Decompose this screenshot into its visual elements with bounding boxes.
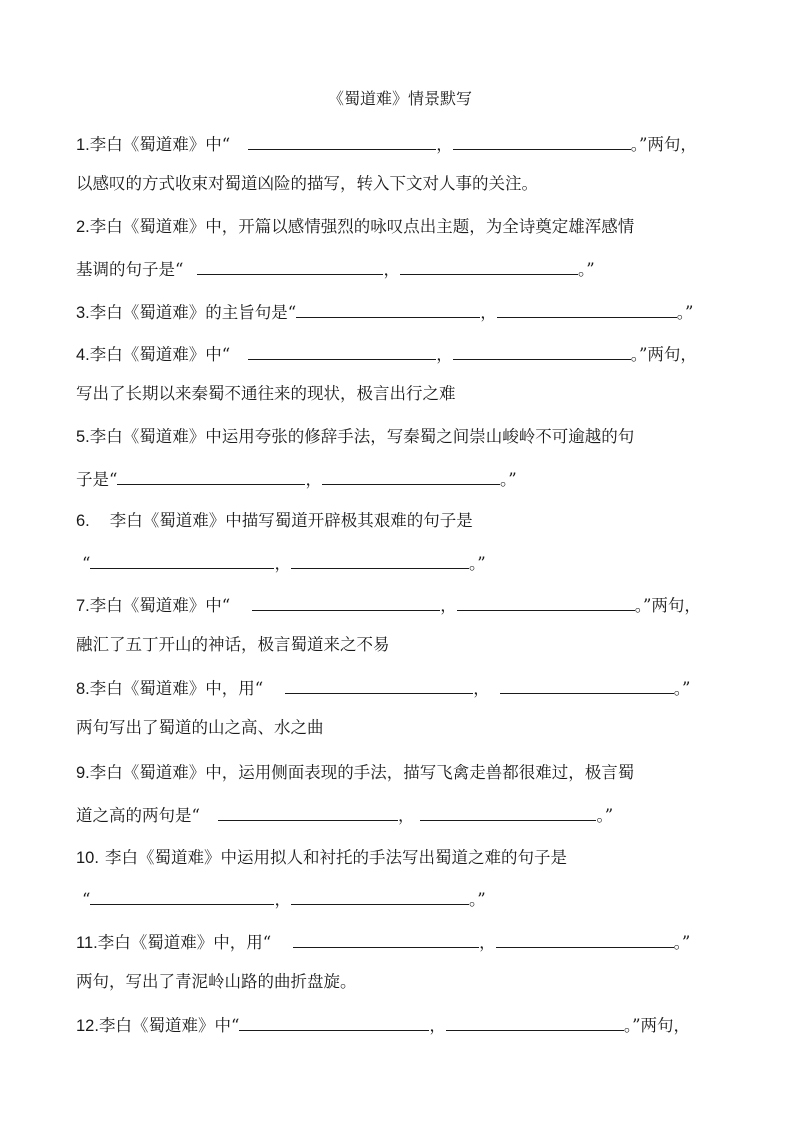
question-6-answer-line	[82, 552, 486, 575]
question-number: 2.	[76, 218, 90, 236]
question-2-answer-line	[76, 258, 595, 281]
answer-blank[interactable]	[291, 888, 469, 905]
question-prompt: 李白《蜀道难》中，开篇以感情强烈的咏叹点出主题，为全诗奠定雄浑感情	[89, 217, 635, 236]
question-prompt: 李白《蜀道难》中运用拟人和衬托的手法写出蜀道之难的句子是	[104, 848, 567, 867]
question-prompt: 子是“	[76, 470, 118, 489]
question-prompt: 李白《蜀道难》中“	[98, 1016, 240, 1035]
question-7	[76, 594, 701, 617]
question-number: 8.	[76, 680, 90, 698]
separator: ，	[436, 135, 453, 154]
question-number: 10.	[76, 849, 99, 867]
answer-blank[interactable]	[117, 468, 305, 485]
question-8	[76, 677, 690, 700]
answer-blank[interactable]	[296, 301, 480, 318]
question-prompt: 李白《蜀道难》中“	[89, 135, 231, 154]
question-6	[76, 510, 473, 532]
question-suffix: 。”两句，	[634, 596, 701, 615]
answer-blank[interactable]	[400, 258, 578, 275]
answer-blank[interactable]	[322, 468, 500, 485]
separator: ，	[383, 260, 400, 279]
question-11	[76, 931, 690, 954]
question-suffix: 。”	[468, 890, 486, 909]
question-5-answer-line	[76, 468, 517, 491]
answer-blank[interactable]	[218, 804, 398, 821]
question-10-answer-line	[82, 888, 486, 911]
answer-blank[interactable]	[420, 804, 596, 821]
separator: ，	[274, 890, 291, 909]
answer-blank[interactable]	[291, 552, 469, 569]
question-4	[76, 343, 697, 366]
question-suffix: 。”	[468, 554, 486, 573]
question-prompt: 李白《蜀道难》中，运用侧面表现的手法，描写飞禽走兽都很难过，极言蜀	[89, 763, 635, 782]
answer-blank[interactable]	[457, 594, 635, 611]
answer-blank[interactable]	[497, 301, 677, 318]
answer-blank[interactable]	[446, 1014, 624, 1031]
question-11-continuation: 两句，写出了青泥岭山路的曲折盘旋。	[76, 972, 357, 991]
separator: ，	[473, 679, 490, 698]
answer-blank[interactable]	[90, 552, 274, 569]
answer-blank[interactable]	[496, 931, 674, 948]
separator: ，	[397, 806, 415, 825]
question-prompt: 李白《蜀道难》中，用“	[89, 679, 264, 698]
question-number: 4.	[76, 346, 90, 364]
separator: ，	[440, 596, 457, 615]
question-10	[76, 847, 567, 869]
question-7-continuation: 融汇了五丁开山的神话，极言蜀道来之不易	[76, 635, 390, 654]
question-1-continuation: 以感叹的方式收束对蜀道凶险的描写，转入下文对人事的关注。	[76, 174, 538, 193]
question-number: 9.	[76, 764, 90, 782]
answer-blank[interactable]	[293, 931, 479, 948]
question-suffix: 。”	[577, 260, 595, 279]
question-9-answer-line	[76, 804, 613, 827]
question-12	[76, 1014, 690, 1037]
question-prompt: 李白《蜀道难》的主旨句是“	[89, 303, 297, 322]
question-prompt: 基调的句子是“	[76, 260, 184, 279]
question-suffix: 。”两句，	[623, 1016, 691, 1035]
separator: ，	[480, 303, 497, 322]
question-prompt: 李白《蜀道难》中“	[89, 596, 231, 615]
separator: ，	[274, 554, 291, 573]
separator: ，	[436, 345, 453, 364]
question-suffix: 。”	[499, 470, 517, 489]
question-suffix: 。”两句，	[630, 345, 697, 364]
question-prompt: 李白《蜀道难》中运用夸张的修辞手法，写秦蜀之间崇山峻岭不可逾越的句	[89, 427, 635, 446]
question-number: 11.	[76, 934, 98, 952]
question-9	[76, 762, 634, 784]
question-prompt: “	[82, 890, 91, 909]
question-suffix: 。”	[596, 806, 614, 825]
question-5	[76, 426, 634, 448]
question-number: 6.	[76, 512, 90, 530]
answer-blank[interactable]	[453, 343, 631, 360]
question-prompt: 道之高的两句是“	[76, 806, 200, 825]
answer-blank[interactable]	[90, 888, 274, 905]
answer-blank[interactable]	[197, 258, 383, 275]
answer-blank[interactable]	[239, 1014, 429, 1031]
separator: ，	[429, 1016, 446, 1035]
answer-blank[interactable]	[453, 133, 631, 150]
question-number: 3.	[76, 304, 90, 322]
question-8-continuation: 两句写出了蜀道的山之高、水之曲	[76, 718, 324, 737]
question-1	[76, 133, 697, 156]
answer-blank[interactable]	[248, 133, 436, 150]
separator: ，	[305, 470, 322, 489]
question-suffix: 。”两句，	[630, 135, 697, 154]
question-suffix: 。”	[673, 933, 691, 952]
question-3	[76, 301, 693, 324]
question-2	[76, 216, 634, 238]
question-prompt: “	[82, 554, 91, 573]
question-prompt: 李白《蜀道难》中，用“	[97, 933, 272, 952]
question-prompt: 李白《蜀道难》中“	[89, 345, 231, 364]
question-suffix: 。”	[673, 679, 691, 698]
answer-blank[interactable]	[285, 677, 473, 694]
worksheet-title: 《蜀道难》情景默写	[327, 89, 472, 108]
separator: ，	[479, 933, 496, 952]
question-number: 5.	[76, 428, 90, 446]
question-suffix: 。”	[676, 303, 694, 322]
question-4-continuation: 写出了长期以来秦蜀不通往来的现状，极言出行之难	[76, 384, 456, 403]
answer-blank[interactable]	[252, 594, 440, 611]
question-number: 7.	[76, 597, 90, 615]
question-number: 12.	[76, 1017, 99, 1035]
answer-blank[interactable]	[500, 677, 674, 694]
question-number: 1.	[76, 136, 90, 154]
answer-blank[interactable]	[248, 343, 436, 360]
question-prompt: 李白《蜀道难》中描写蜀道开辟极其艰难的句子是	[109, 511, 473, 530]
